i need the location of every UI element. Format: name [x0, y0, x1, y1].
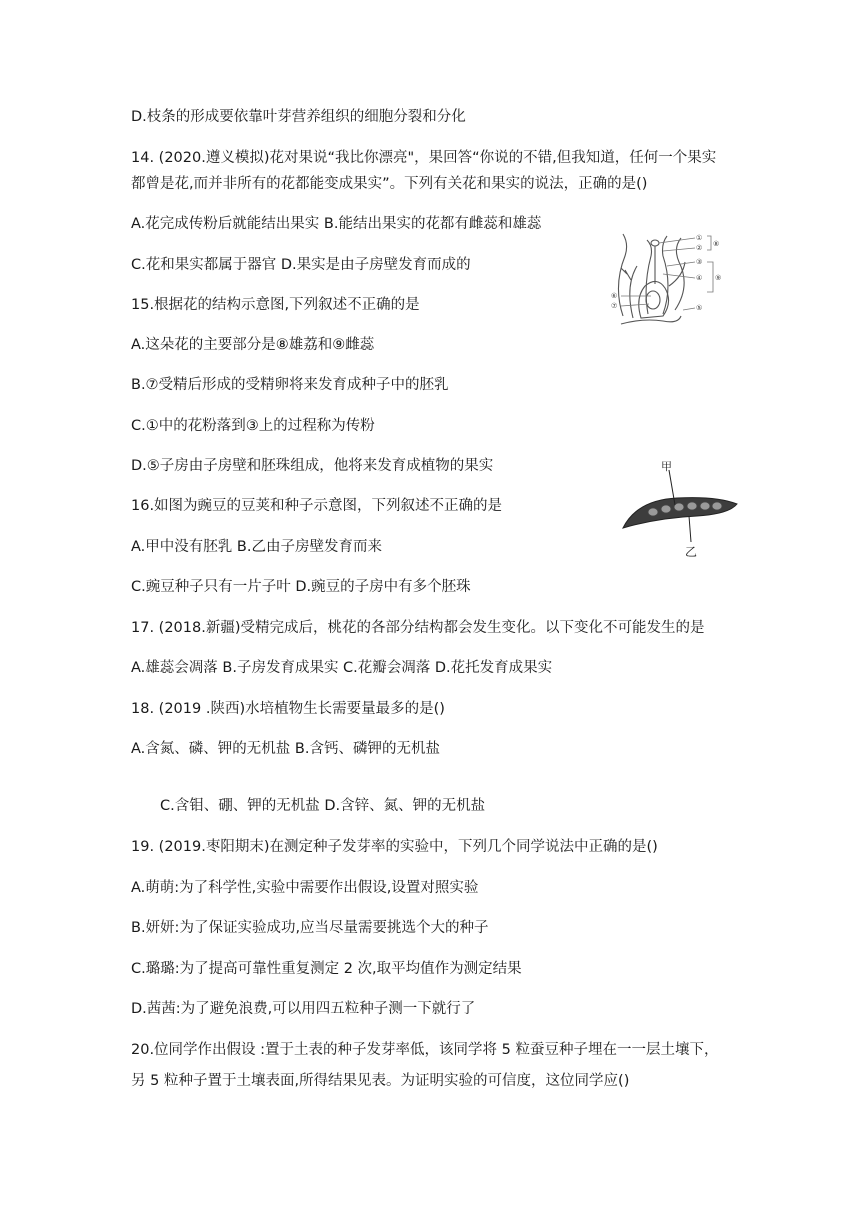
flower-label-3: ③ — [696, 258, 703, 266]
flower-stigma — [651, 240, 659, 246]
flower-structure-figure — [603, 226, 728, 336]
pea-label-jia: 甲 — [661, 460, 672, 473]
question-18-options-ab: A.含氮、磷、钾的无机盐 B.含钙、磷钾的无机盐 — [131, 741, 440, 757]
question-15-option-d: D.⑤子房由子房壁和胚珠组成，他将来发育成植物的果实 — [131, 458, 494, 474]
question-17: 17. (2018.新疆)受精完成后，桃花的各部分结构都会发生变化。以下变化不可能发生的是 — [131, 620, 705, 636]
flower-label-2: ② — [696, 244, 703, 252]
question-15-option-b: B.⑦受精后形成的受精卵将来发育成种子中的胚乳 — [131, 377, 449, 393]
question-16-options-cd: C.豌豆种子只有一片子叶 D.豌豆的子房中有多个胚珠 — [131, 579, 471, 595]
question-15-option-a: A.这朵花的主要部分是⑧雄荔和⑨雌蕊 — [131, 337, 375, 353]
question-16: 16.如图为豌豆的豆荚和种子示意图，下列叙述不正确的是 — [131, 498, 503, 514]
question-14: 14. (2020.遵义模拟)花对果说“我比你漂亮"，果回答“你说的不错,但我知道，任何一个果实 — [131, 150, 717, 166]
question-14-cont: 都曾是花,而并非所有的花都能变成果实”。下列有关花和果实的说法，正确的是() — [131, 176, 648, 192]
flower-label-9: ⑨ — [715, 274, 722, 282]
flower-petal-left — [618, 234, 626, 316]
flower-label-4: ④ — [696, 274, 703, 282]
flower-label-1: ① — [696, 234, 703, 242]
question-18-options-cd: C.含钼、硼、钾的无机盐 D.含锌、氮、钾的无机盐 — [160, 798, 486, 814]
question-15-option-c: C.①中的花粉落到③上的过程称为传粉 — [131, 418, 375, 434]
question-19-option-a: A.萌萌:为了科学性,实验中需要作出假设,设置对照实验 — [131, 880, 479, 896]
flower-label-5: ⑤ — [696, 304, 703, 312]
question-16-options-ab: A.甲中没有胚乳 B.乙由子房壁发育而来 — [131, 539, 382, 555]
question-18: 18. (2019 .陕西)水培植物生长需要量最多的是() — [131, 701, 445, 717]
question-19-option-b: B.妍妍:为了保证实验成功,应当尽量需要挑选个大的种子 — [131, 920, 489, 936]
question-19-option-d: D.茜茜:为了避免浪费,可以用四五粒种子测一下就行了 — [131, 1001, 476, 1017]
flower-ovule — [646, 291, 660, 309]
question-15: 15.根据花的结构示意图,下列叙述不正确的是 — [131, 297, 420, 313]
question-17-options: A.雄蕊会凋落 B.子房发育成果实 C.花瓣会凋落 D.花托发育成果实 — [131, 660, 553, 676]
option-13d: D.枝条的形成要依靠叶芽营养组织的细胞分裂和分化 — [131, 109, 466, 125]
question-14-options-ab: A.花完成传粉后就能结出果实 B.能结出果实的花都有雌蕊和雄蕊 — [131, 216, 542, 232]
pea-label-yi: 乙 — [685, 545, 698, 559]
question-14-options-cd: C.花和果实都属于器官 D.果实是由子房壁发育而成的 — [131, 257, 471, 273]
flower-label-6: ⑥ — [611, 292, 618, 300]
flower-diagram — [603, 226, 728, 336]
pea-pod-diagram — [617, 458, 743, 564]
question-19: 19. (2019.枣阳期末)在测定种子发芽率的实验中，下列几个同学说法中正确的是() — [131, 839, 658, 855]
pea-pod-figure — [617, 458, 743, 564]
flower-label-7: ⑦ — [611, 302, 618, 310]
pea-pod-shell — [623, 498, 737, 528]
flower-label-8: ⑧ — [713, 240, 720, 248]
question-20-cont: 另 5 粒种子置于土壤表面,所得结果见表。为证明实验的可信度，这位同学应() — [131, 1073, 630, 1089]
question-20: 20.位同学作出假设 :置于土表的种子发芽率低，该同学将 5 粒蚕豆种子埋在一一层土壤下， — [131, 1042, 719, 1058]
question-19-option-c: C.璐璐:为了提高可靠性重复测定 2 次,取平均值作为测定结果 — [131, 961, 522, 977]
